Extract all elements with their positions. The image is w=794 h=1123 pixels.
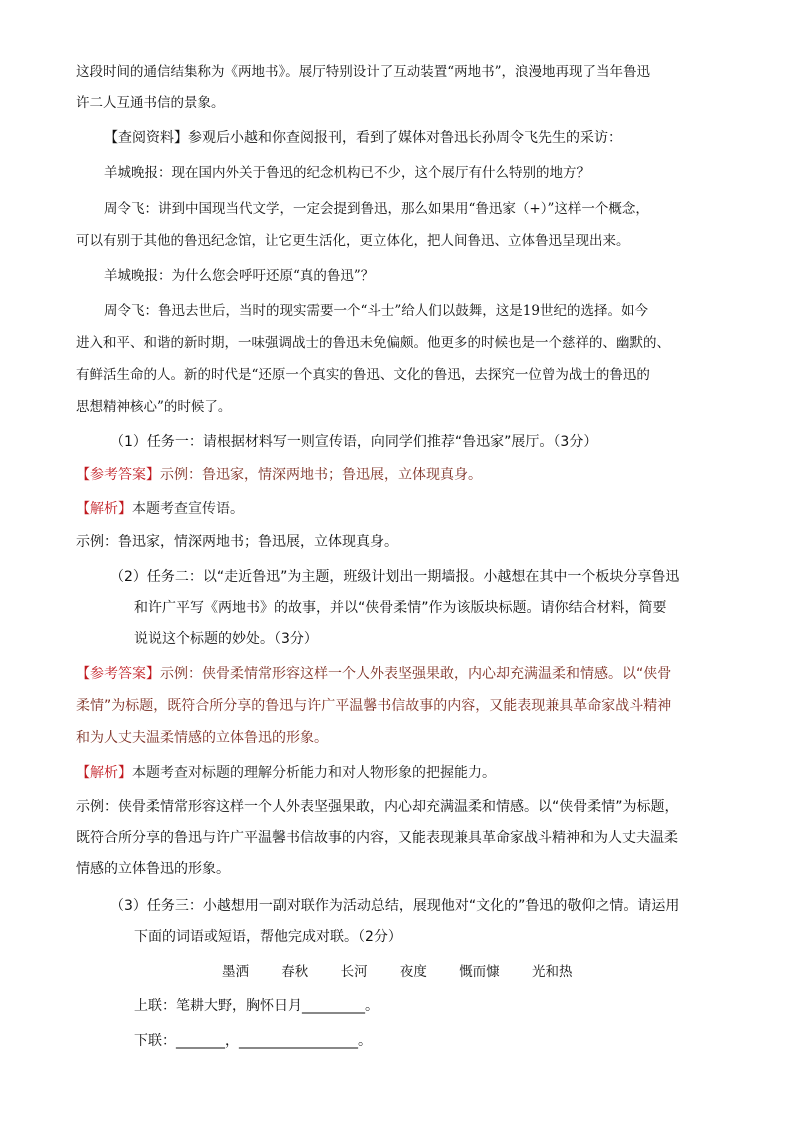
task2-example-line-1: 示例：侠骨柔情常形容这样一个人外表坚强果敢，内心却充满温柔和情感。以“侠骨柔情”为标题， [76, 799, 679, 815]
task1-example: 示例：鲁迅家，情深两地书；鲁迅展，立体现真身。 [76, 534, 398, 550]
research-label: 【查阅资料】 [104, 130, 188, 146]
interview-answer-2-line-4: 思想精神核心”的时候了。 [76, 399, 232, 415]
task1-answer-label: 【参考答案】 [76, 467, 160, 483]
task2-question-line-3: 说说这个标题的妙处。（3分） [134, 631, 318, 647]
task2-analysis-label: 【解析】 [76, 765, 132, 781]
interview-answer-2-line-3: 有鲜活生命的人。新的时代是“还原一个真实的鲁迅、文化的鲁迅，去探究一位曾为战士的鲁迅的 [76, 367, 650, 383]
task1-analysis [76, 499, 244, 519]
task2-question-line-1: （2）任务二：以“走近鲁迅”为主题，班级计划出一期墙报。小越想在其中一个板块分享鲁迅 [110, 569, 680, 585]
task2-answer-label: 【参考答案】 [76, 666, 160, 682]
research-text: 参观后小越和你查阅报刊，看到了媒体对鲁迅长孙周令飞先生的采访： [188, 130, 622, 146]
task2-answer-text-1: 示例：侠骨柔情常形容这样一个人外表坚强果敢，内心却充满温柔和情感。以“侠骨 [160, 666, 672, 682]
task2-question-line-2: 和许广平写《两地书》的故事，并以“侠骨柔情”作为该版块标题。请你结合材料，简要 [134, 600, 667, 616]
task1-analysis-label: 【解析】 [76, 501, 132, 517]
task2-answer-line-2: 柔情”为标题，既符合所分享的鲁迅与许广平温馨书信故事的内容，又能表现兼具革命家战斗精神 [76, 698, 672, 714]
task2-example-line-3: 情感的立体鲁迅的形象。 [76, 861, 230, 877]
interview-answer-1-line-1: 周令飞：讲到中国现当代文学，一定会提到鲁迅，那么如果用“鲁迅家（+）”这样一个概念， [104, 201, 649, 217]
research-paragraph [104, 128, 622, 148]
word-bank-item: 慨而慷 [459, 964, 500, 980]
interview-answer-2-line-2: 进入和平、和谐的新时期，一味强调战士的鲁迅未免偏颇。他更多的时候也是一个慈祥的、幽默的、 [76, 335, 670, 351]
task1-question: （1）任务一：请根据材料写一则宣传语，向同学们推荐“鲁迅家”展厅。（3分） [110, 434, 598, 450]
task1-answer-text: 示例：鲁迅家，情深两地书；鲁迅展，立体现真身。 [160, 467, 482, 483]
task2-answer-line-1 [76, 664, 671, 684]
task2-example-line-2: 既符合所分享的鲁迅与许广平温馨书信故事的内容，又能表现兼具革命家战斗精神和为人丈夫温柔 [76, 830, 678, 846]
interview-answer-2-line-1: 周令飞：鲁迅去世后，当时的现实需要一个“斗士”给人们以鼓舞，这是19世纪的选择。如今 [104, 303, 648, 319]
couplet-lower: 下联：_______，_________________。 [134, 1033, 372, 1049]
task2-analysis [76, 763, 496, 783]
task3-question-line-2: 下面的词语或短语，帮他完成对联。（2分） [134, 929, 402, 945]
interview-answer-1-line-2: 可以有别于其他的鲁迅纪念馆，让它更生活化，更立体化，把人间鲁迅、立体鲁迅呈现出来。 [76, 233, 630, 249]
task2-analysis-text: 本题考查对标题的理解分析能力和对人物形象的把握能力。 [132, 765, 496, 781]
word-bank-item: 光和热 [531, 964, 573, 980]
word-bank-item: 春秋 [281, 964, 309, 980]
intro-line-2: 许二人互通书信的景象。 [76, 95, 225, 111]
task2-answer-line-3: 和为人丈夫温柔情感的立体鲁迅的形象。 [76, 730, 328, 746]
couplet-upper: 上联：笔耕大野，胸怀日月_________。 [134, 998, 379, 1014]
interview-question-2: 羊城晚报：为什么您会呼吁还原“真的鲁迅”？ [104, 268, 375, 284]
interview-question-1: 羊城晚报：现在国内外关于鲁迅的纪念机构已不少，这个展厅有什么特别的地方？ [104, 165, 590, 181]
task1-analysis-text: 本题考查宣传语。 [132, 501, 244, 517]
intro-line-1: 这段时间的通信结集称为《两地书》。展厅特别设计了互动装置“两地书”，浪漫地再现了当年鲁迅 [76, 64, 651, 80]
word-bank-item: 夜度 [399, 964, 427, 980]
task3-question-line-1: （3）任务三：小越想用一副对联作为活动总结，展现他对“文化的”鲁迅的敬仰之情。请运用 [110, 898, 680, 914]
word-bank-item: 墨洒 [222, 964, 249, 980]
word-bank-item: 长河 [340, 964, 368, 980]
word-bank [222, 962, 600, 982]
task1-answer [76, 465, 482, 485]
